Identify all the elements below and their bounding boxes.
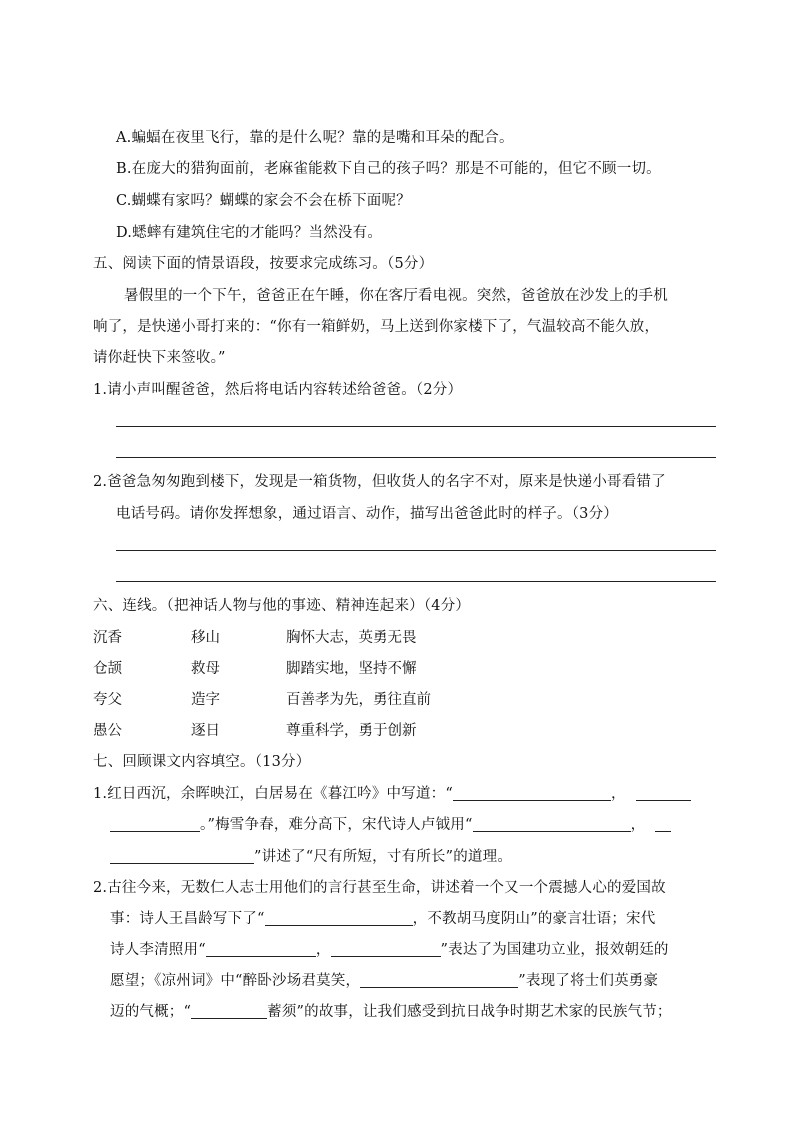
fill-blank[interactable] <box>360 971 518 988</box>
section7-q2-line-2 <box>110 908 655 930</box>
match-name[interactable]: 沉香 <box>93 630 122 646</box>
q1-text-d: ， <box>630 817 646 833</box>
fill-blank[interactable] <box>206 940 316 957</box>
section7-q1-line-2 <box>110 814 671 836</box>
q2-text-e: ， <box>315 942 331 958</box>
section7-q1-line-3 <box>110 846 512 868</box>
q1-text-b: ， <box>610 786 626 802</box>
match-deed[interactable]: 移山 <box>191 630 220 646</box>
section5-question-1: 1.请小声叫醒爸爸，然后将电话内容转述给爸爸。（2分） <box>93 382 463 398</box>
q2-text-h: ”表现了将士们英勇豪 <box>518 973 659 989</box>
match-spirit[interactable]: 胸怀大志，英勇无畏 <box>286 630 417 646</box>
answer-line-1[interactable] <box>116 426 716 427</box>
q2-text-d: 诗人李清照用“ <box>110 942 206 958</box>
section5-passage-line-2: 响了，是快递小哥打来的：“你有一箱鲜奶，马上送到你家楼下了，气温较高不能久放， <box>93 319 660 335</box>
q2-text-i: 迈的气概；“ <box>110 1004 192 1020</box>
q2-text-g: 愿望；《凉州词》中“醉卧沙场君莫笑， <box>110 973 361 989</box>
section5-passage-line-3: 请你赶快下来签收。” <box>93 350 226 366</box>
match-name[interactable]: 愚公 <box>93 723 122 739</box>
section5-heading: 五、阅读下面的情景语段，按要求完成练习。（5分） <box>93 256 434 272</box>
section7-q2-line-1: 2.古往今来，无数仁人志士用他们的言行甚至生命，讲述着一个又一个震撼人心的爱国故 <box>93 880 666 896</box>
match-deed[interactable]: 造字 <box>191 692 220 708</box>
section7-q2-line-4 <box>110 970 658 992</box>
match-spirit[interactable]: 脚踏实地，坚持不懈 <box>286 661 417 677</box>
q1-text-a: 1.红日西沉，余晖映江，白居易在《暮江吟》中写道：“ <box>93 786 453 802</box>
match-spirit[interactable]: 百善孝为先，勇往直前 <box>286 692 431 708</box>
match-name[interactable]: 仓颉 <box>93 661 122 677</box>
section7-q1-line-1 <box>93 783 691 805</box>
section7-q2-line-5 <box>110 1001 672 1023</box>
section5-question-2-line-2: 电话号码。请你发挥想象，通过语言、动作，描写出爸爸此时的样子。（3分） <box>116 506 618 522</box>
section5-question-2-line-1: 2.爸爸急匆匆跑到楼下，发现是一箱货物，但收货人的名字不对，原来是快递小哥看错了 <box>93 474 666 490</box>
fill-blank[interactable] <box>636 784 691 801</box>
section7-q2-line-3 <box>110 939 669 961</box>
section5-passage-line-1: 暑假里的一个下午，爸爸正在午睡，你在客厅看电视。突然，爸爸放在沙发上的手机 <box>124 288 668 304</box>
fill-blank[interactable] <box>331 940 441 957</box>
match-spirit[interactable]: 尊重科学，勇于创新 <box>286 723 417 739</box>
section6-heading: 六、连线。（把神话人物与他的事迹、精神连起来）（4分） <box>93 598 471 614</box>
q2-text-f: ”表达了为国建功立业，报效朝廷的 <box>440 942 669 958</box>
section7-heading: 七、回顾课文内容填空。（13分） <box>93 754 311 770</box>
match-deed[interactable]: 救母 <box>191 661 220 677</box>
answer-line-3[interactable] <box>116 550 716 551</box>
match-deed[interactable]: 逐日 <box>191 723 220 739</box>
fill-blank[interactable] <box>191 1002 267 1019</box>
option-a: A.蝙蝠在夜里飞行，靠的是什么呢？靠的是嘴和耳朵的配合。 <box>116 130 514 146</box>
q2-text-j: 蓄须”的故事，让我们感受到抗日战争时期艺术家的民族气节； <box>267 1004 672 1020</box>
fill-blank[interactable] <box>110 847 254 864</box>
fill-blank[interactable] <box>473 815 631 832</box>
q2-text-c: ，不教胡马度阴山”的豪言壮语；宋代 <box>412 911 656 927</box>
fill-blank[interactable] <box>265 909 413 926</box>
answer-line-2[interactable] <box>116 457 716 458</box>
match-name[interactable]: 夸父 <box>93 692 122 708</box>
fill-blank[interactable] <box>655 815 671 832</box>
q1-text-e: ”讲述了“尺有所短，寸有所长”的道理。 <box>254 849 513 865</box>
option-b: B.在庞大的猎狗面前，老麻雀能救下自己的孩子吗？那是不可能的，但它不顾一切。 <box>116 161 661 177</box>
q1-text-c: 。”梅雪争春，难分高下，宋代诗人卢钺用“ <box>200 817 473 833</box>
fill-blank[interactable] <box>453 784 611 801</box>
q2-text-b: 事：诗人王昌龄写下了“ <box>110 911 265 927</box>
fill-blank[interactable] <box>110 815 200 832</box>
answer-line-4[interactable] <box>116 581 716 582</box>
option-c: C.蝴蝶有家吗？蝴蝶的家会不会在桥下面呢？ <box>116 193 411 209</box>
option-d: D.蟋蟀有建筑住宅的才能吗？当然没有。 <box>116 225 383 241</box>
